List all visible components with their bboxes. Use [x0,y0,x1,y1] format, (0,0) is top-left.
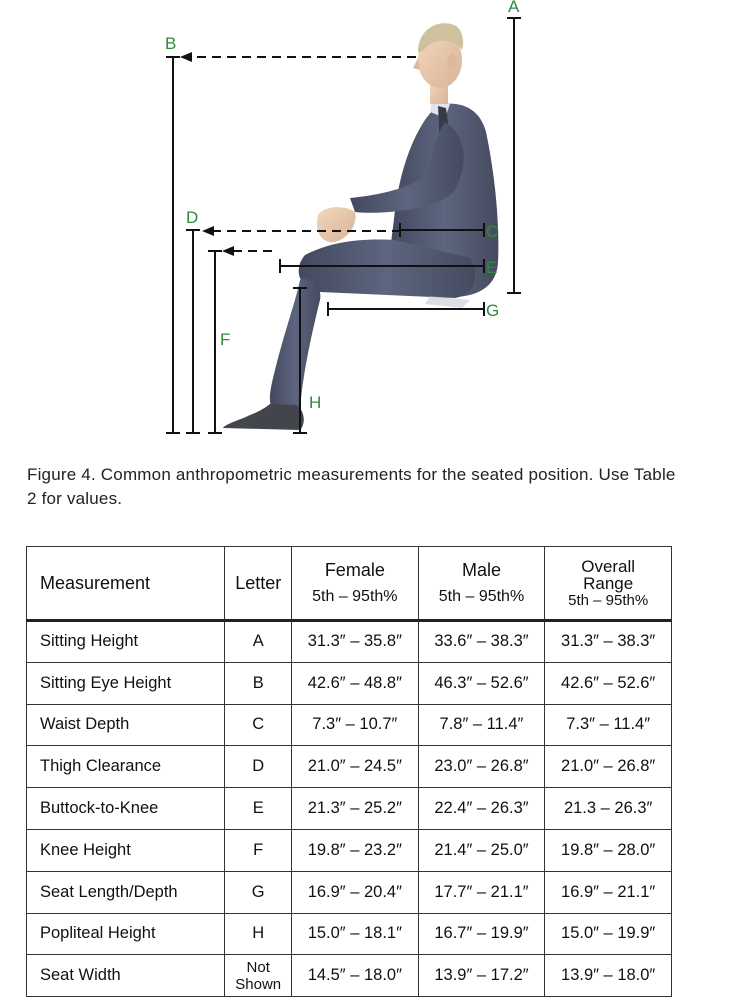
cell-female: 31.3″ – 35.8″ [292,621,419,663]
cell-male: 23.0″ – 26.8″ [418,746,545,788]
seated-person-illustration [223,23,498,430]
cell-measurement: Seat Length/Depth [27,871,225,913]
header-female [292,547,419,621]
header-overall-percentile: 5th – 95th% [568,591,649,609]
cell-overall: 7.3″ – 11.4″ [545,704,672,746]
cell-overall: 21.3 – 26.3″ [545,788,672,830]
cell-male: 13.9″ – 17.2″ [418,955,545,997]
cell-letter: A [225,621,292,663]
cell-letter: B [225,662,292,704]
table-header-row [27,547,672,621]
figure-label-e: E [486,258,498,277]
figure-label-d: D [186,208,199,227]
figure-label-g: G [486,301,500,320]
table-row [27,746,672,788]
cell-measurement: Thigh Clearance [27,746,225,788]
table-row [27,621,672,663]
figure-label-h: H [309,393,322,412]
table-row [27,955,672,997]
cell-female: 16.9″ – 20.4″ [292,871,419,913]
cell-male: 17.7″ – 21.1″ [418,871,545,913]
figure-label-a: A [508,0,520,16]
anthropometric-figure [0,0,756,445]
cell-male: 46.3″ – 52.6″ [418,662,545,704]
header-overall-line2: Range [583,573,634,593]
table-row [27,704,672,746]
cell-measurement: Seat Width [27,955,225,997]
cell-overall: 42.6″ – 52.6″ [545,662,672,704]
table-row [27,871,672,913]
header-overall [545,547,672,621]
cell-female: 21.0″ – 24.5″ [292,746,419,788]
table-row [27,829,672,871]
figure-label-c: C [486,222,499,241]
figure-caption: Figure 4. Common anthropometric measurements for the seated position. Use Table 2 for values. [27,465,676,508]
cell-letter: H [225,913,292,955]
cell-overall: 19.8″ – 28.0″ [545,829,672,871]
cell-letter: F [225,829,292,871]
header-female-label: Female [324,560,385,580]
cell-male: 16.7″ – 19.9″ [418,913,545,955]
cell-female: 42.6″ – 48.8″ [292,662,419,704]
cell-letter: E [225,788,292,830]
cell-male: 22.4″ – 26.3″ [418,788,545,830]
header-female-percentile: 5th – 95th% [312,588,398,605]
cell-female: 7.3″ – 10.7″ [292,704,419,746]
header-measurement: Measurement [27,547,225,621]
cell-female: 21.3″ – 25.2″ [292,788,419,830]
cell-overall: 16.9″ – 21.1″ [545,871,672,913]
cell-measurement: Sitting Eye Height [27,662,225,704]
cell-overall: 31.3″ – 38.3″ [545,621,672,663]
cell-female: 19.8″ – 23.2″ [292,829,419,871]
cell-measurement: Knee Height [27,829,225,871]
cell-letter-line2: Shown [235,975,282,993]
figure-label-b: B [165,34,177,53]
header-letter: Letter [225,547,292,621]
cell-measurement: Waist Depth [27,704,225,746]
header-male-percentile: 5th – 95th% [438,588,525,605]
cell-measurement: Sitting Height [27,621,225,663]
cell-overall: 21.0″ – 26.8″ [545,746,672,788]
measurements-table [26,546,672,997]
header-male-label: Male [461,560,501,580]
table-row [27,662,672,704]
table-row [27,788,672,830]
cell-measurement: Popliteal Height [27,913,225,955]
cell-female: 15.0″ – 18.1″ [292,913,419,955]
cell-letter: D [225,746,292,788]
cell-male: 7.8″ – 11.4″ [418,704,545,746]
cell-letter: C [225,704,292,746]
cell-letter: G [225,871,292,913]
cell-measurement: Buttock-to-Knee [27,788,225,830]
cell-overall: 13.9″ – 18.0″ [545,955,672,997]
cell-letter-line1: Not [246,958,270,976]
table-row [27,913,672,955]
figure-label-f: F [220,330,231,349]
cell-overall: 15.0″ – 19.9″ [545,913,672,955]
header-male [418,547,545,621]
cell-letter [225,955,292,997]
cell-male: 33.6″ – 38.3″ [418,621,545,663]
header-overall-line1: Overall [581,556,636,576]
cell-female: 14.5″ – 18.0″ [292,955,419,997]
cell-male: 21.4″ – 25.0″ [418,829,545,871]
